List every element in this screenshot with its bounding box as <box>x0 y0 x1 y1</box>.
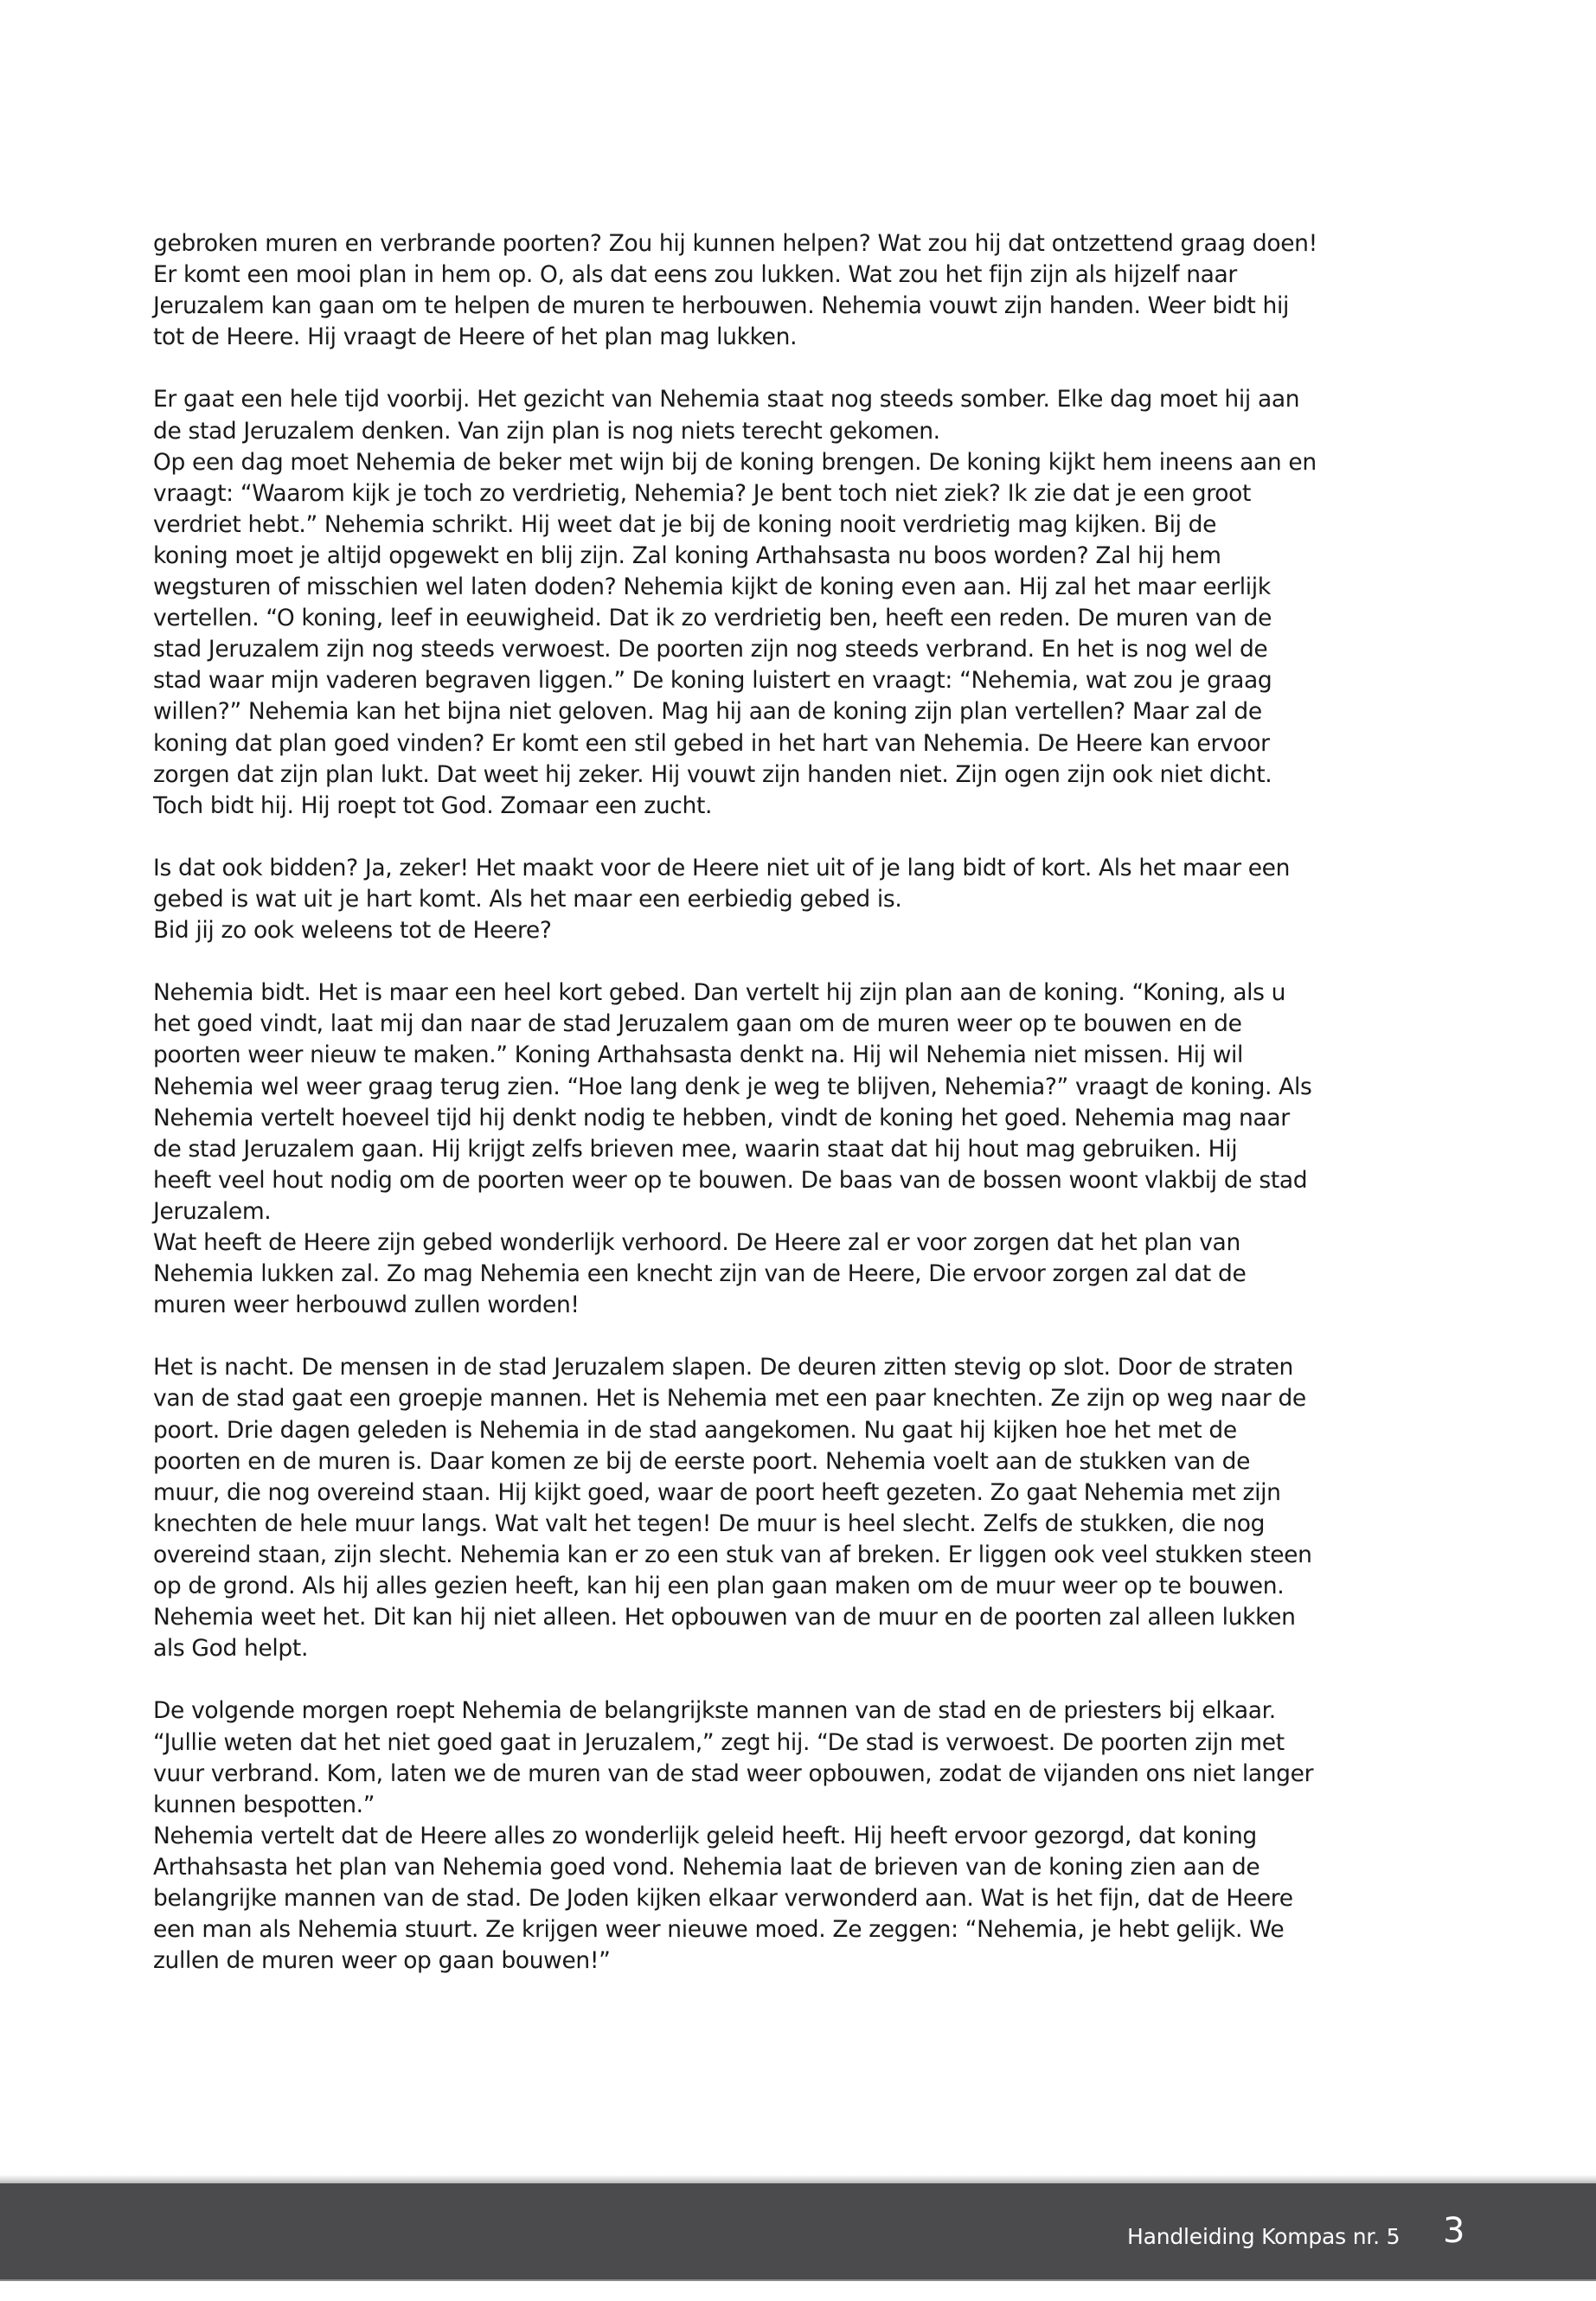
text-line: stad Jeruzalem zijn nog steeds verwoest. De poorten zijn nog steeds verbrand. En het is nog wel de <box>153 636 1268 663</box>
text-line: Arthahsasta het plan van Nehemia goed vond. Nehemia laat de brieven van de koning zien aan de <box>153 1853 1260 1881</box>
paragraph <box>153 384 1451 821</box>
paragraph-spacer <box>153 353 1451 384</box>
text-line: overeind staan, zijn slecht. Nehemia kan er zo een stuk van af breken. Er liggen ook veel stukken steen <box>153 1541 1312 1568</box>
text-line: de stad Jeruzalem gaan. Hij krijgt zelfs brieven mee, waarin staat dat hij hout mag gebruiken. Hij <box>153 1135 1238 1163</box>
text-line: Nehemia vertelt dat de Heere alles zo wonderlijk geleid heeft. Hij heeft ervoor gezorgd, dat koning <box>153 1822 1257 1849</box>
text-line: Jeruzalem. <box>153 1197 272 1225</box>
text-line: Het is nacht. De mensen in de stad Jeruzalem slapen. De deuren zitten stevig op slot. Door de straten <box>153 1354 1294 1381</box>
text-line: De volgende morgen roept Nehemia de belangrijkste mannen van de stad en de priesters bij elkaar. <box>153 1697 1276 1725</box>
text-line: Er komt een mooi plan in hem op. O, als dat eens zou lukken. Wat zou het fijn zijn als hijzelf naar <box>153 261 1237 289</box>
text-line: muren weer herbouwd zullen worden! <box>153 1292 580 1319</box>
text-line: knechten de hele muur langs. Wat valt het tegen! De muur is heel slecht. Zelfs de stukken, die nog <box>153 1509 1266 1537</box>
paragraph <box>153 1695 1451 1977</box>
text-line: Nehemia weet het. Dit kan hij niet alleen. Het opbouwen van de muur en de poorten zal alleen lukken <box>153 1604 1296 1631</box>
text-line: koning moet je altijd opgewekt en blij zijn. Zal koning Arthahsasta nu boos worden? Zal hij hem <box>153 542 1221 569</box>
text-line: een man als Nehemia stuurt. Ze krijgen weer nieuwe moed. Ze zeggen: “Nehemia, je hebt gelijk. We <box>153 1916 1285 1944</box>
text-line: Op een dag moet Nehemia de beker met wijn bij de koning brengen. De koning kijkt hem ineens aan en <box>153 448 1317 476</box>
text-line: Bid jij zo ook weleens tot de Heere? <box>153 917 552 945</box>
text-line: “Jullie weten dat het niet goed gaat in Jeruzalem,” zegt hij. “De stad is verwoest. De poorten zijn met <box>153 1728 1285 1756</box>
text-line: muur, die nog overeind staan. Hij kijkt goed, waar de poort heeft gezeten. Zo gaat Nehemia met zijn <box>153 1478 1281 1506</box>
text-line: poorten en de muren is. Daar komen ze bij de eerste poort. Nehemia voelt aan de stukken van de <box>153 1447 1251 1475</box>
paragraph-spacer <box>153 1321 1451 1352</box>
text-line: Jeruzalem kan gaan om te helpen de muren te herbouwen. Nehemia vouwt zijn handen. Weer bidt hij <box>153 292 1290 320</box>
text-line: de stad Jeruzalem denken. Van zijn plan is nog niets terecht gekomen. <box>153 417 940 445</box>
paragraph-spacer <box>153 946 1451 977</box>
paragraph <box>153 228 1451 353</box>
text-line: vraagt: “Waarom kijk je toch zo verdrietig, Nehemia? Je bent toch niet ziek? Ik zie dat je een groot <box>153 479 1252 507</box>
paragraph <box>153 853 1451 946</box>
paragraph-spacer <box>153 822 1451 853</box>
text-line: koning dat plan goed vinden? Er komt een stil gebed in het hart van Nehemia. De Heere kan ervoor <box>153 729 1270 757</box>
text-line: zorgen dat zijn plan lukt. Dat weet hij zeker. Hij vouwt zijn handen niet. Zijn ogen zijn ook niet dicht. <box>153 760 1272 788</box>
paragraph <box>153 977 1451 1321</box>
text-line: willen?” Nehemia kan het bijna niet geloven. Mag hij aan de koning zijn plan vertellen? Maar zal de <box>153 698 1262 726</box>
text-line: op de grond. Als hij alles gezien heeft, kan hij een plan gaan maken om de muur weer op te bouwen. <box>153 1573 1285 1600</box>
text-line: Toch bidt hij. Hij roept tot God. Zomaar een zucht. <box>153 792 713 819</box>
text-line: Nehemia wel weer graag terug zien. “Hoe lang denk je weg te blijven, Nehemia?” vraagt de koning. Als <box>153 1073 1312 1100</box>
document-body <box>153 228 1451 1977</box>
text-line: verdriet hebt.” Nehemia schrikt. Hij weet dat je bij de koning nooit verdrietig mag kijken. Bij de <box>153 510 1217 538</box>
paragraph-spacer <box>153 1664 1451 1695</box>
text-line: gebroken muren en verbrande poorten? Zou hij kunnen helpen? Wat zou hij dat ontzettend graag doen! <box>153 230 1317 257</box>
text-line: kunnen bespotten.” <box>153 1791 375 1818</box>
text-line: heeft veel hout nodig om de poorten weer op te bouwen. De baas van de bossen woont vlakbij de stad <box>153 1166 1308 1194</box>
text-line: zullen de muren weer op gaan bouwen!” <box>153 1947 611 1975</box>
text-line: belangrijke mannen van de stad. De Joden kijken elkaar verwonderd aan. Wat is het fijn, dat de Heere <box>153 1884 1293 1912</box>
text-line: van de stad gaat een groepje mannen. Het is Nehemia met een paar knechten. Ze zijn op weg naar de <box>153 1385 1306 1413</box>
text-line: wegsturen of misschien wel laten doden? Nehemia kijkt de koning even aan. Hij zal het maar eerlijk <box>153 574 1271 601</box>
text-line: tot de Heere. Hij vraagt de Heere of het plan mag lukken. <box>153 324 798 351</box>
text-line: stad waar mijn vaderen begraven liggen.” De koning luistert en vraagt: “Nehemia, wat zou je graag <box>153 667 1272 695</box>
text-line: Er gaat een hele tijd voorbij. Het gezicht van Nehemia staat nog steeds somber. Elke dag moet hij aan <box>153 386 1300 413</box>
text-line: Nehemia vertelt hoeveel tijd hij denkt nodig te hebben, vindt de koning het goed. Nehemia mag naar <box>153 1104 1290 1131</box>
text-line: vuur verbrand. Kom, laten we de muren van de stad weer opbouwen, zodat de vijanden ons niet langer <box>153 1759 1314 1787</box>
text-line: Wat heeft de Heere zijn gebed wonderlijk verhoord. De Heere zal er voor zorgen dat het plan van <box>153 1229 1240 1256</box>
text-line: vertellen. “O koning, leef in eeuwigheid. Dat ik zo verdrietig ben, heeft een reden. De muren van de <box>153 605 1272 632</box>
text-line: het goed vindt, laat mij dan naar de stad Jeruzalem gaan om de muren weer op te bouwen en de <box>153 1010 1242 1038</box>
text-line: Nehemia lukken zal. Zo mag Nehemia een knecht zijn van de Heere, Die ervoor zorgen zal dat de <box>153 1260 1247 1288</box>
text-line: poorten weer nieuw te maken.” Koning Arthahsasta denkt na. Hij wil Nehemia niet missen. Hij wil <box>153 1042 1244 1069</box>
text-line: gebed is wat uit je hart komt. Als het maar een eerbiedig gebed is. <box>153 885 902 913</box>
text-line: Is dat ook bidden? Ja, zeker! Het maakt voor de Heere niet uit of je lang bidt of kort. Als het maar een <box>153 854 1291 881</box>
text-line: als God helpt. <box>153 1635 309 1663</box>
footer-title: Handleiding Kompas nr. 5 <box>1127 2224 1401 2249</box>
text-line: Nehemia bidt. Het is maar een heel kort gebed. Dan vertelt hij zijn plan aan de koning. “Koning, als u <box>153 979 1286 1007</box>
paragraph <box>153 1352 1451 1664</box>
page-number: 3 <box>1443 2211 1465 2251</box>
text-line: poort. Drie dagen geleden is Nehemia in de stad aangekomen. Nu gaat hij kijken hoe het met de <box>153 1416 1237 1444</box>
